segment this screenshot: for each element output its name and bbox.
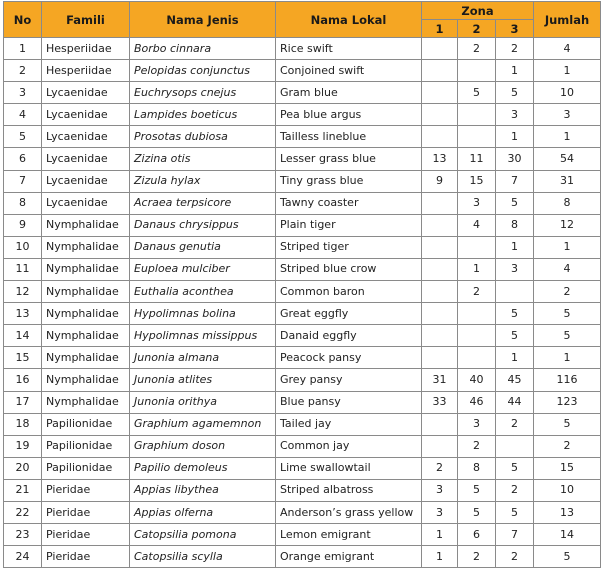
cell-local-name: Gram blue: [276, 82, 422, 104]
table-row: [4, 347, 601, 369]
cell-zona-1: [422, 347, 458, 369]
cell-no: 21: [4, 479, 42, 501]
header-zona-3: 3: [496, 20, 534, 38]
cell-zona-3: 5: [496, 501, 534, 523]
cell-famili: Nymphalidae: [42, 391, 130, 413]
table-row: [4, 435, 601, 457]
cell-local-name: Peacock pansy: [276, 347, 422, 369]
cell-species-name: Appias olferna: [130, 501, 276, 523]
table-row: [4, 192, 601, 214]
cell-local-name: Common baron: [276, 281, 422, 303]
cell-famili: Nymphalidae: [42, 236, 130, 258]
cell-famili: Lycaenidae: [42, 170, 130, 192]
cell-no: 7: [4, 170, 42, 192]
cell-species-name: Junonia orithya: [130, 391, 276, 413]
table-row: [4, 546, 601, 568]
table-row: [4, 479, 601, 501]
cell-jumlah: 15: [534, 457, 601, 479]
header-zona-1: 1: [422, 20, 458, 38]
cell-species-name: Euthalia aconthea: [130, 281, 276, 303]
cell-zona-1: 2: [422, 457, 458, 479]
cell-species-name: Junonia atlites: [130, 369, 276, 391]
cell-zona-3: 30: [496, 148, 534, 170]
header-zona: Zona: [422, 2, 534, 20]
cell-zona-1: 9: [422, 170, 458, 192]
cell-zona-3: [496, 435, 534, 457]
cell-local-name: Blue pansy: [276, 391, 422, 413]
cell-zona-2: 40: [458, 369, 496, 391]
table-body: [4, 38, 601, 568]
cell-zona-1: 33: [422, 391, 458, 413]
cell-local-name: Great eggfly: [276, 303, 422, 325]
cell-jumlah: 5: [534, 413, 601, 435]
cell-zona-3: 7: [496, 170, 534, 192]
cell-local-name: Tailed jay: [276, 413, 422, 435]
cell-jumlah: 2: [534, 435, 601, 457]
cell-local-name: Lime swallowtail: [276, 457, 422, 479]
cell-zona-1: [422, 413, 458, 435]
cell-zona-3: 3: [496, 258, 534, 280]
cell-local-name: Rice swift: [276, 38, 422, 60]
table-row: [4, 82, 601, 104]
cell-zona-3: 1: [496, 236, 534, 258]
table-header: [4, 2, 601, 38]
table-row: [4, 258, 601, 280]
cell-no: 24: [4, 546, 42, 568]
cell-zona-1: 1: [422, 546, 458, 568]
cell-no: 10: [4, 236, 42, 258]
cell-local-name: Tiny grass blue: [276, 170, 422, 192]
cell-zona-1: [422, 192, 458, 214]
cell-famili: Nymphalidae: [42, 347, 130, 369]
table-row: [4, 457, 601, 479]
cell-local-name: Conjoined swift: [276, 60, 422, 82]
cell-jumlah: 1: [534, 236, 601, 258]
cell-zona-1: [422, 60, 458, 82]
cell-jumlah: 4: [534, 38, 601, 60]
cell-zona-2: 4: [458, 214, 496, 236]
cell-local-name: Striped tiger: [276, 236, 422, 258]
table-row: [4, 303, 601, 325]
cell-species-name: Hypolimnas bolina: [130, 303, 276, 325]
cell-famili: Lycaenidae: [42, 104, 130, 126]
cell-zona-3: 5: [496, 457, 534, 479]
cell-no: 20: [4, 457, 42, 479]
cell-zona-3: 7: [496, 524, 534, 546]
table-row: [4, 214, 601, 236]
cell-local-name: Danaid eggfly: [276, 325, 422, 347]
header-zona-2: 2: [458, 20, 496, 38]
cell-zona-2: 15: [458, 170, 496, 192]
cell-species-name: Graphium agamemnon: [130, 413, 276, 435]
table-row: [4, 104, 601, 126]
cell-zona-2: 2: [458, 281, 496, 303]
cell-species-name: Zizina otis: [130, 148, 276, 170]
cell-zona-1: 3: [422, 501, 458, 523]
cell-famili: Pieridae: [42, 479, 130, 501]
cell-zona-2: 3: [458, 413, 496, 435]
cell-local-name: Lesser grass blue: [276, 148, 422, 170]
table-row: [4, 236, 601, 258]
cell-zona-2: 1: [458, 258, 496, 280]
cell-famili: Papilionidae: [42, 435, 130, 457]
cell-famili: Papilionidae: [42, 457, 130, 479]
cell-species-name: Catopsilia scylla: [130, 546, 276, 568]
cell-zona-2: 2: [458, 38, 496, 60]
cell-zona-3: 2: [496, 413, 534, 435]
cell-zona-1: [422, 126, 458, 148]
cell-zona-3: 45: [496, 369, 534, 391]
cell-no: 6: [4, 148, 42, 170]
cell-species-name: Hypolimnas missippus: [130, 325, 276, 347]
cell-zona-3: 8: [496, 214, 534, 236]
cell-jumlah: 123: [534, 391, 601, 413]
cell-famili: Nymphalidae: [42, 258, 130, 280]
cell-zona-2: [458, 60, 496, 82]
table-row: [4, 325, 601, 347]
cell-no: 4: [4, 104, 42, 126]
cell-zona-2: 5: [458, 82, 496, 104]
cell-zona-2: [458, 126, 496, 148]
cell-zona-2: [458, 303, 496, 325]
cell-jumlah: 31: [534, 170, 601, 192]
cell-no: 8: [4, 192, 42, 214]
table-row: [4, 501, 601, 523]
cell-zona-2: 2: [458, 435, 496, 457]
cell-no: 14: [4, 325, 42, 347]
cell-jumlah: 14: [534, 524, 601, 546]
cell-jumlah: 5: [534, 546, 601, 568]
cell-species-name: Euchrysops cnejus: [130, 82, 276, 104]
cell-species-name: Junonia almana: [130, 347, 276, 369]
cell-zona-1: [422, 82, 458, 104]
cell-zona-3: 1: [496, 60, 534, 82]
cell-local-name: Striped albatross: [276, 479, 422, 501]
cell-famili: Nymphalidae: [42, 369, 130, 391]
cell-famili: Nymphalidae: [42, 303, 130, 325]
table-row: [4, 148, 601, 170]
cell-jumlah: 116: [534, 369, 601, 391]
cell-no: 1: [4, 38, 42, 60]
cell-zona-3: 44: [496, 391, 534, 413]
cell-species-name: Papilio demoleus: [130, 457, 276, 479]
cell-zona-3: 1: [496, 126, 534, 148]
cell-species-name: Appias libythea: [130, 479, 276, 501]
table-row: [4, 413, 601, 435]
header-nama-jenis: Nama Jenis: [130, 2, 276, 38]
cell-zona-1: [422, 258, 458, 280]
cell-zona-2: 3: [458, 192, 496, 214]
cell-zona-3: 2: [496, 479, 534, 501]
cell-zona-2: [458, 236, 496, 258]
cell-jumlah: 13: [534, 501, 601, 523]
cell-zona-3: 2: [496, 38, 534, 60]
cell-zona-2: [458, 347, 496, 369]
cell-no: 13: [4, 303, 42, 325]
cell-no: 2: [4, 60, 42, 82]
cell-jumlah: 1: [534, 126, 601, 148]
cell-zona-2: 11: [458, 148, 496, 170]
cell-zona-3: 2: [496, 546, 534, 568]
cell-famili: Nymphalidae: [42, 214, 130, 236]
cell-local-name: Plain tiger: [276, 214, 422, 236]
cell-zona-1: [422, 281, 458, 303]
cell-no: 3: [4, 82, 42, 104]
cell-zona-2: [458, 104, 496, 126]
cell-species-name: Acraea terpsicore: [130, 192, 276, 214]
table-row: [4, 60, 601, 82]
cell-zona-2: 46: [458, 391, 496, 413]
cell-no: 11: [4, 258, 42, 280]
cell-zona-1: [422, 435, 458, 457]
cell-no: 19: [4, 435, 42, 457]
cell-famili: Lycaenidae: [42, 148, 130, 170]
table-row: [4, 126, 601, 148]
cell-jumlah: 54: [534, 148, 601, 170]
cell-famili: Hesperiidae: [42, 38, 130, 60]
cell-zona-1: [422, 214, 458, 236]
cell-zona-3: 5: [496, 192, 534, 214]
cell-zona-3: 3: [496, 104, 534, 126]
table-row: [4, 369, 601, 391]
cell-zona-1: 3: [422, 479, 458, 501]
cell-jumlah: 1: [534, 60, 601, 82]
cell-species-name: Prosotas dubiosa: [130, 126, 276, 148]
butterfly-species-table-container: [3, 1, 601, 568]
cell-species-name: Pelopidas conjunctus: [130, 60, 276, 82]
cell-local-name: Orange emigrant: [276, 546, 422, 568]
table-row: [4, 38, 601, 60]
cell-local-name: Tailless lineblue: [276, 126, 422, 148]
cell-zona-1: [422, 236, 458, 258]
cell-jumlah: 5: [534, 325, 601, 347]
cell-famili: Pieridae: [42, 524, 130, 546]
cell-famili: Papilionidae: [42, 413, 130, 435]
cell-local-name: Common jay: [276, 435, 422, 457]
cell-zona-3: 1: [496, 347, 534, 369]
cell-jumlah: 10: [534, 82, 601, 104]
header-famili: Famili: [42, 2, 130, 38]
cell-no: 16: [4, 369, 42, 391]
table-row: [4, 524, 601, 546]
cell-no: 15: [4, 347, 42, 369]
cell-local-name: Anderson’s grass yellow: [276, 501, 422, 523]
cell-jumlah: 10: [534, 479, 601, 501]
cell-zona-1: [422, 38, 458, 60]
cell-local-name: Tawny coaster: [276, 192, 422, 214]
cell-no: 12: [4, 281, 42, 303]
cell-famili: Lycaenidae: [42, 126, 130, 148]
cell-zona-2: 6: [458, 524, 496, 546]
cell-famili: Lycaenidae: [42, 82, 130, 104]
cell-zona-1: 1: [422, 524, 458, 546]
cell-zona-2: 5: [458, 501, 496, 523]
cell-zona-1: [422, 325, 458, 347]
cell-zona-3: 5: [496, 325, 534, 347]
cell-species-name: Euploea mulciber: [130, 258, 276, 280]
cell-jumlah: 4: [534, 258, 601, 280]
cell-no: 9: [4, 214, 42, 236]
cell-species-name: Zizula hylax: [130, 170, 276, 192]
cell-species-name: Graphium doson: [130, 435, 276, 457]
cell-jumlah: 8: [534, 192, 601, 214]
cell-zona-2: [458, 325, 496, 347]
cell-jumlah: 12: [534, 214, 601, 236]
cell-zona-1: 31: [422, 369, 458, 391]
cell-jumlah: 1: [534, 347, 601, 369]
cell-local-name: Grey pansy: [276, 369, 422, 391]
cell-local-name: Pea blue argus: [276, 104, 422, 126]
header-jumlah: Jumlah: [534, 2, 601, 38]
cell-no: 17: [4, 391, 42, 413]
cell-jumlah: 2: [534, 281, 601, 303]
cell-famili: Nymphalidae: [42, 281, 130, 303]
cell-famili: Lycaenidae: [42, 192, 130, 214]
cell-jumlah: 3: [534, 104, 601, 126]
cell-zona-3: 5: [496, 303, 534, 325]
cell-species-name: Lampides boeticus: [130, 104, 276, 126]
cell-local-name: Lemon emigrant: [276, 524, 422, 546]
cell-no: 18: [4, 413, 42, 435]
cell-zona-3: 5: [496, 82, 534, 104]
cell-species-name: Borbo cinnara: [130, 38, 276, 60]
cell-species-name: Catopsilia pomona: [130, 524, 276, 546]
cell-zona-2: 5: [458, 479, 496, 501]
cell-zona-2: 2: [458, 546, 496, 568]
cell-species-name: Danaus genutia: [130, 236, 276, 258]
cell-zona-1: [422, 303, 458, 325]
table-row: [4, 281, 601, 303]
cell-no: 5: [4, 126, 42, 148]
cell-species-name: Danaus chrysippus: [130, 214, 276, 236]
cell-zona-1: [422, 104, 458, 126]
table-row: [4, 391, 601, 413]
cell-famili: Pieridae: [42, 501, 130, 523]
cell-jumlah: 5: [534, 303, 601, 325]
cell-no: 23: [4, 524, 42, 546]
cell-famili: Nymphalidae: [42, 325, 130, 347]
cell-famili: Pieridae: [42, 546, 130, 568]
butterfly-species-table: [3, 1, 601, 568]
cell-no: 22: [4, 501, 42, 523]
cell-zona-1: 13: [422, 148, 458, 170]
header-nama-lokal: Nama Lokal: [276, 2, 422, 38]
header-no: No: [4, 2, 42, 38]
cell-zona-2: 8: [458, 457, 496, 479]
cell-zona-3: [496, 281, 534, 303]
cell-local-name: Striped blue crow: [276, 258, 422, 280]
table-row: [4, 170, 601, 192]
cell-famili: Hesperiidae: [42, 60, 130, 82]
